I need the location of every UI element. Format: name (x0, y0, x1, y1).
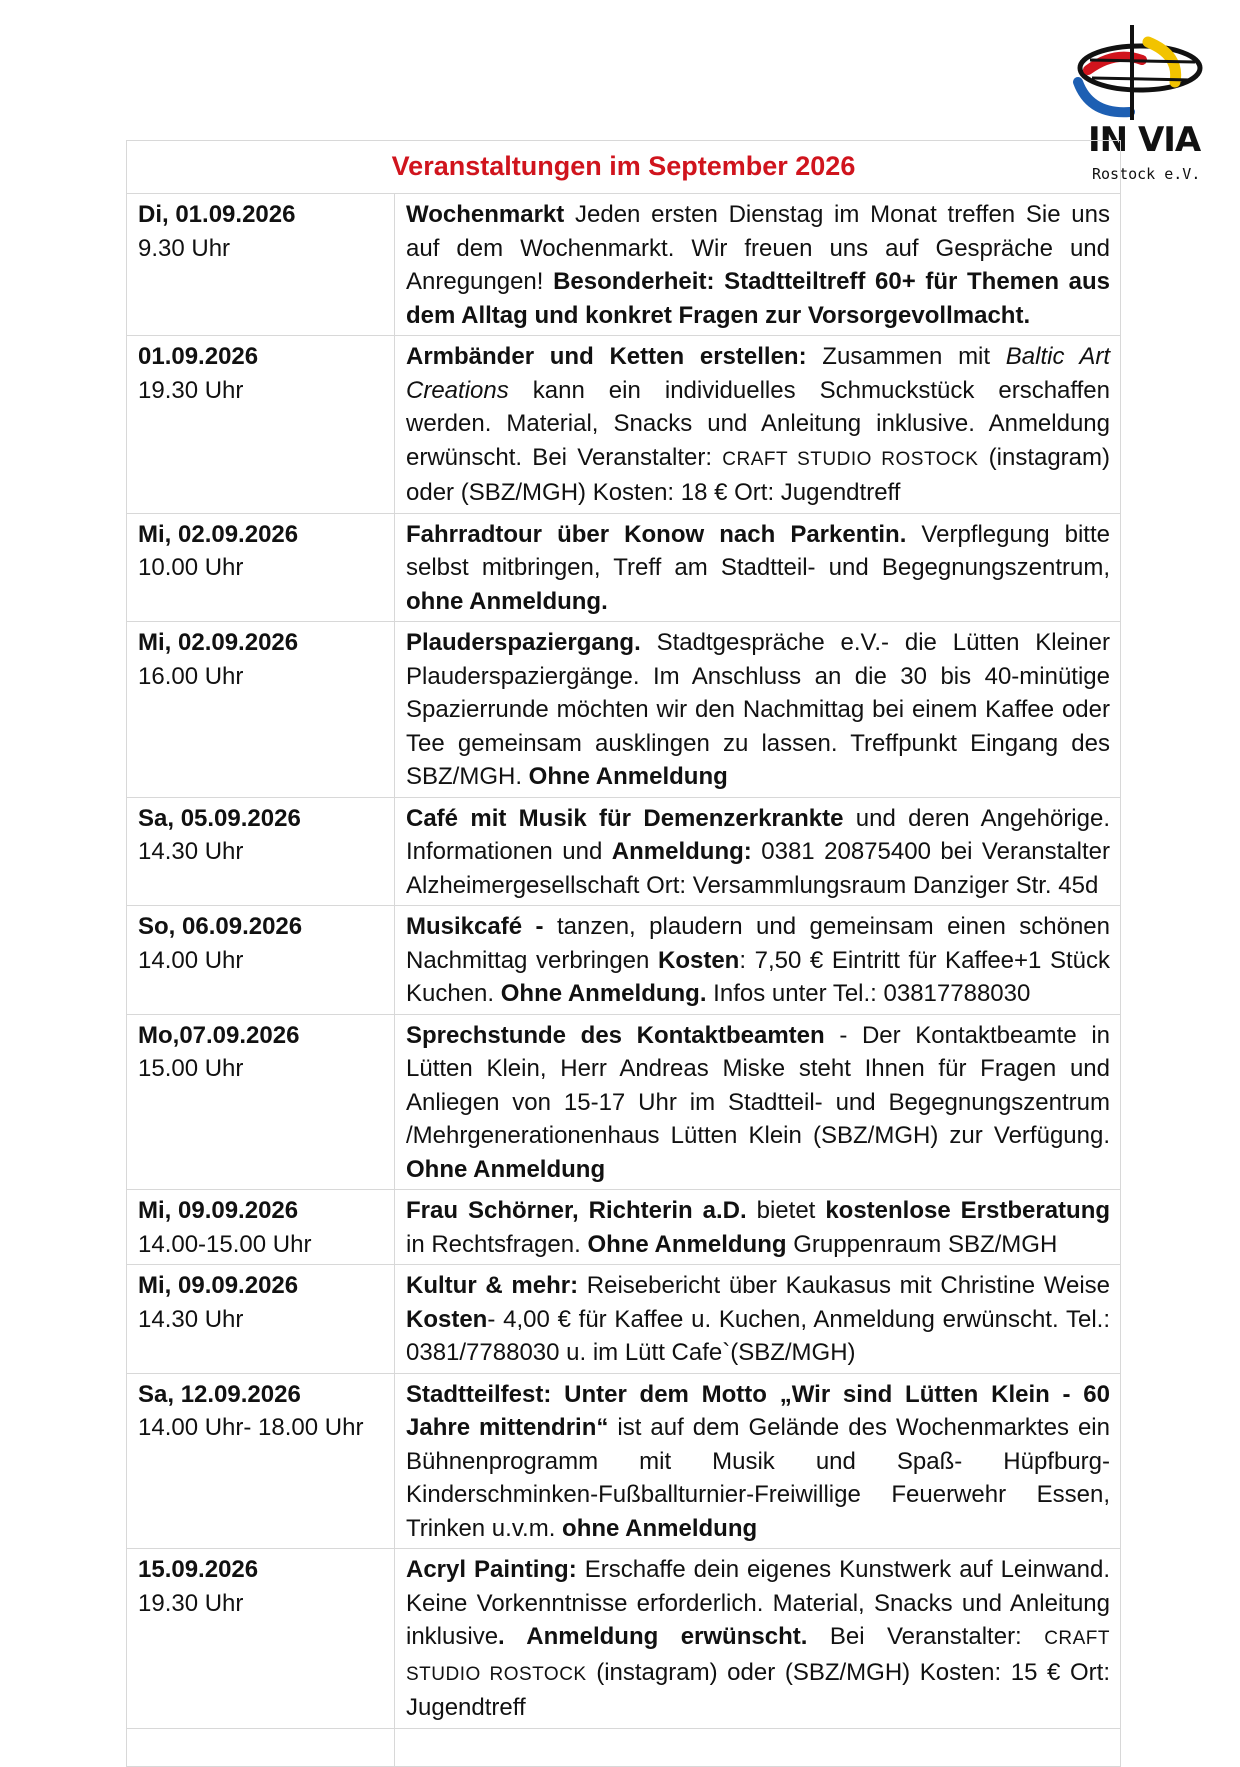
event-row (127, 906, 1121, 1015)
event-description (395, 336, 1121, 514)
description-segment: Ohne Anmeldung (587, 1230, 787, 1258)
description-segment: Infos unter Tel.: 03817788030 (706, 980, 1031, 1007)
description-segment: Reisebericht über Kaukasus mit Christine Weise (578, 1272, 1110, 1299)
description-segment: bietet (746, 1197, 826, 1224)
event-description (395, 194, 1121, 336)
description-segment: Wochenmarkt (406, 201, 565, 228)
event-time: 19.30 Uhr (138, 376, 244, 404)
event-date: Mi, 02.09.2026 (138, 629, 299, 656)
description-segment: Kosten (406, 1305, 488, 1333)
description-segment: tanzen, plaudern und gemeinsam einen schönen Nachmittag verbringen (406, 913, 1110, 974)
event-time: 14.00-15.00 Uhr (138, 1230, 312, 1258)
event-time: 14.00 Uhr- 18.00 Uhr (138, 1414, 364, 1441)
event-time: 15.00 Uhr (138, 1055, 244, 1082)
event-date: 01.09.2026 (138, 343, 259, 370)
event-row (127, 1549, 1121, 1729)
event-row (127, 336, 1121, 514)
event-time: 14.30 Uhr (138, 1305, 244, 1333)
description-segment: Baltic Art Creations (406, 343, 1110, 404)
event-description (395, 1014, 1121, 1190)
event-row (127, 797, 1121, 906)
event-date: Mi, 09.09.2026 (138, 1197, 299, 1224)
logo-name: IN VIA (1088, 120, 1201, 160)
description-segment: und deren Angehörige. Informationen und (406, 804, 1111, 865)
description-segment: Gruppenraum SBZ/MGH (786, 1230, 1058, 1258)
description-segment: Verpflegung bitte selbst mitbringen, Treff am Stadtteil- und Begegnungszentrum, (406, 520, 1110, 581)
description-segment: . Anmeldung erwünscht. (498, 1623, 808, 1650)
event-description (395, 797, 1121, 906)
event-time: 14.00 Uhr (138, 946, 244, 974)
event-time: 14.30 Uhr (138, 838, 244, 865)
description-segment: - Der Kontaktbeamte in Lütten Klein, Herr Andreas Miske steht Ihnen für Fragen und Anliegen von 15-17 Uhr im Stadtteil- und Begegnungszentrum /Mehrgenerationenhaus Lütten Klein (SBZ/MGH) zur Verfügung. (406, 1021, 1111, 1149)
event-when (127, 1190, 395, 1265)
event-description (395, 1549, 1121, 1729)
description-segment: CRAFT STUDIO ROSTOCK (722, 448, 979, 470)
description-segment: Fahrradtour über Konow nach Parkentin. (406, 520, 907, 548)
empty-cell (395, 1728, 1121, 1766)
description-segment: kostenlose Erstberatung (825, 1197, 1111, 1224)
description-segment: Zusammen mit (806, 343, 1006, 370)
event-when (127, 1549, 395, 1729)
event-row (127, 194, 1121, 336)
page-title: Veranstaltungen im September 2026 (127, 141, 1121, 194)
event-row (127, 622, 1121, 798)
title-row (127, 141, 1121, 194)
description-segment: Sprechstunde des Kontaktbeamten (406, 1021, 825, 1049)
event-when (127, 797, 395, 906)
event-when (127, 622, 395, 798)
event-description (395, 906, 1121, 1015)
event-row (127, 1190, 1121, 1265)
empty-cell (127, 1728, 395, 1766)
description-segment: ist auf dem Gelände des Wochenmarktes ein Bühnenprogramm mit Musik und Spaß- Hüpfburg- Kinderschminken-Fußballturnier-Freiwillige Feuerwehr Essen, Trinken u.v.m. (406, 1414, 1110, 1542)
description-segment: Ohne Anmeldung. (500, 980, 707, 1007)
description-segment: Kultur & mehr: (406, 1272, 579, 1299)
event-when (127, 513, 395, 622)
description-segment: Besonderheit: Stadtteiltreff 60+ für Themen aus dem Alltag und konkret Fragen zur Vorsorgevollmacht. (406, 268, 1110, 329)
description-segment: Stadtgespräche e.V.- die Lütten Kleiner Plauderspaziergänge. Im Anschluss an die 30 bis 40-minütige Spazierrunde möchten wir den Nachmittag bei einem Kaffee oder Tee gemeinsam ausklingen zu lassen. Treffpunkt Eingang des SBZ/MGH. (406, 629, 1110, 790)
event-date: Mi, 02.09.2026 (138, 520, 299, 548)
event-description (395, 1190, 1121, 1265)
description-segment: Stadtteilfest: Unter dem Motto „Wir sind Lütten Klein - 60 Jahre mittendrin“ (406, 1380, 1110, 1441)
event-time: 10.00 Uhr (138, 554, 244, 581)
logo-subtitle: Rostock e.V. (1092, 165, 1201, 183)
event-date: Mo,07.09.2026 (138, 1021, 300, 1049)
event-row (127, 513, 1121, 622)
description-segment: Café mit Musik für Demenzerkrankte (406, 804, 844, 832)
description-segment: (instagram) oder (SBZ/MGH) Kosten: 18 € Ort: Jugendtreff (406, 443, 1111, 506)
event-row (127, 1265, 1121, 1374)
event-time: 16.00 Uhr (138, 662, 244, 690)
description-segment: ohne Anmeldung (562, 1514, 758, 1542)
event-date: So, 06.09.2026 (138, 913, 303, 940)
description-segment: Kosten (657, 946, 740, 974)
event-time: 9.30 Uhr (138, 234, 231, 262)
description-segment: Acryl Painting: (406, 1556, 577, 1583)
event-date: Mi, 09.09.2026 (138, 1272, 299, 1299)
event-when (127, 1014, 395, 1190)
event-description (395, 513, 1121, 622)
event-when (127, 1265, 395, 1374)
description-segment: Ohne Anmeldung (406, 1155, 606, 1183)
description-segment: CRAFT STUDIO ROSTOCK (406, 1628, 1111, 1685)
event-date: Di, 01.09.2026 (138, 201, 296, 228)
event-time: 19.30 Uhr (138, 1589, 244, 1617)
description-segment: Musikcafé - (406, 913, 544, 940)
event-description (395, 1373, 1121, 1549)
event-row (127, 1014, 1121, 1190)
description-segment: (instagram) oder (SBZ/MGH) Kosten: 15 € Ort: Jugendtreff (406, 1658, 1110, 1721)
event-when (127, 1373, 395, 1549)
description-segment: Bei Veranstalter: (807, 1623, 1045, 1650)
description-segment: in Rechtsfragen. (406, 1230, 588, 1258)
description-segment: ohne Anmeldung. (406, 587, 608, 615)
empty-row (127, 1728, 1121, 1766)
description-segment: Plauderspaziergang. (406, 629, 641, 656)
event-row (127, 1373, 1121, 1549)
event-date: Sa, 12.09.2026 (138, 1380, 301, 1408)
event-when (127, 906, 395, 1015)
description-segment: : 7,50 € Eintritt für Kaffee+1 Stück Kuchen. (406, 946, 1110, 1007)
description-segment: Ohne Anmeldung (528, 763, 728, 790)
description-segment: 0381 20875400 bei Veranstalter Alzheimergesellschaft Ort: Versammlungsraum Danziger Str. 45d (406, 838, 1110, 899)
description-segment: Frau Schörner, Richterin a.D. (406, 1197, 747, 1224)
event-when (127, 336, 395, 514)
event-when (127, 194, 395, 336)
description-segment: Armbänder und Ketten erstellen: (406, 343, 807, 370)
event-date: 15.09.2026 (138, 1556, 259, 1583)
description-segment: Erschaffe dein eigenes Kunstwerk auf Leinwand. Keine Vorkenntnisse erforderlich. Material, Snacks und Anleitung inklusive (406, 1556, 1110, 1650)
event-description (395, 622, 1121, 798)
events-table (126, 140, 1121, 1767)
description-segment: kann ein individuelles Schmuckstück erschaffen werden. Material, Snacks und Anleitung inklusive. Anmeldung erwünscht. Bei Veranstalter: (406, 376, 1110, 471)
event-date: Sa, 05.09.2026 (138, 804, 301, 832)
event-description (395, 1265, 1121, 1374)
description-segment: - 4,00 € für Kaffee u. Kuchen, Anmeldung erwünscht. Tel.: 0381/7788030 u. im Lütt Cafe`(SBZ/MGH) (406, 1305, 1110, 1366)
description-segment: Jeden ersten Dienstag im Monat treffen Sie uns auf dem Wochenmarkt. Wir freuen uns auf Gespräche und Anregungen! (406, 201, 1110, 295)
description-segment: Anmeldung: (611, 838, 752, 865)
